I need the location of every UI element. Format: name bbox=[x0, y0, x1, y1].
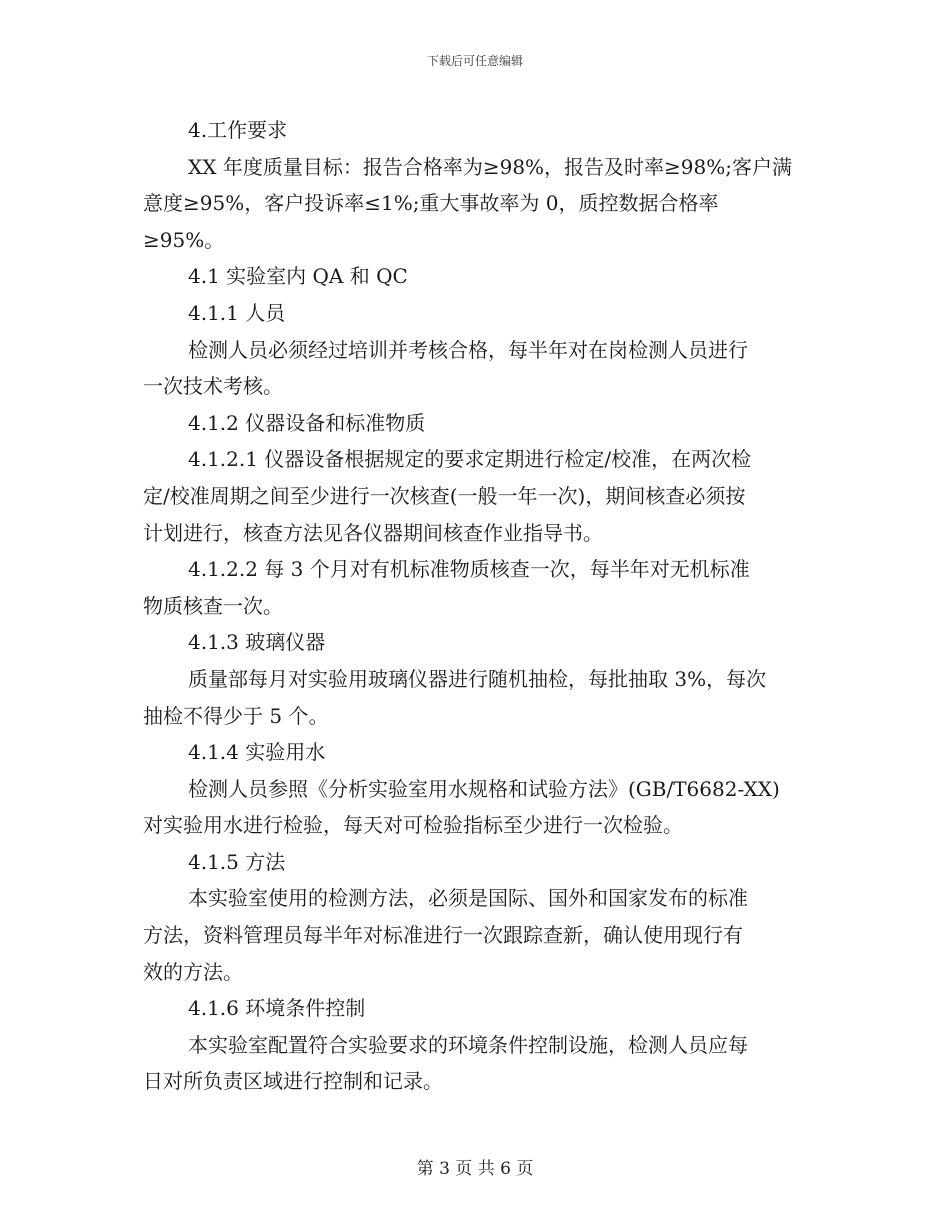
page-header: 下载后可任意编辑 bbox=[426, 54, 523, 68]
text-line: ≥95%。 bbox=[143, 227, 225, 252]
text-line: 本实验室配置符合实验要求的环境条件控制设施，检测人员应每 bbox=[188, 1032, 748, 1057]
text-line: 计划进行，核查方法见各仪器期间核查作业指导书。 bbox=[143, 520, 603, 545]
text-line: 4.1.4 实验用水 bbox=[188, 740, 326, 765]
text-line: 效的方法。 bbox=[143, 959, 243, 984]
text-line: 检测人员必须经过培训并考核合格，每半年对在岗检测人员进行 bbox=[188, 337, 748, 362]
text-line: 日对所负责区域进行控制和记录。 bbox=[143, 1069, 443, 1094]
text-line: 4.1.1 人员 bbox=[188, 300, 286, 325]
page-footer: 第 3 页 共 6 页 bbox=[416, 1159, 534, 1179]
text-line: 方法，资料管理员每半年对标准进行一次跟踪查新，确认使用现行有 bbox=[143, 923, 743, 948]
text-line: 本实验室使用的检测方法，必须是国际、国外和国家发布的标准 bbox=[188, 886, 748, 911]
text-line: XX 年度质量目标：报告合格率为≥98%，报告及时率≥98%;客户满 bbox=[188, 154, 792, 179]
text-line: 抽检不得少于 5 个。 bbox=[143, 703, 329, 728]
text-line: 定/校准周期之间至少进行一次核查(一般一年一次)，期间核查必须按 bbox=[143, 483, 746, 508]
text-line: 检测人员参照《分析实验室用水规格和试验方法》(GB/T6682-XX) bbox=[188, 776, 780, 801]
text-line: 物质核查一次。 bbox=[143, 593, 283, 618]
text-line: 对实验用水进行检验，每天对可检验指标至少进行一次检验。 bbox=[143, 813, 683, 838]
text-line: 质量部每月对实验用玻璃仪器进行随机抽检，每批抽取 3%，每次 bbox=[188, 666, 767, 691]
text-line: 4.1.2.2 每 3 个月对有机标准物质核查一次，每半年对无机标准 bbox=[188, 557, 750, 582]
text-line: 4.1.6 环境条件控制 bbox=[188, 996, 366, 1021]
text-line: 4.1 实验室内 QA 和 QC bbox=[188, 264, 408, 289]
text-line: 一次技术考核。 bbox=[143, 374, 283, 399]
text-line: 4.1.2.1 仪器设备根据规定的要求定期进行检定/校准，在两次检 bbox=[188, 447, 752, 472]
text-line: 意度≥95%，客户投诉率≤1%;重大事故率为 0，质控数据合格率 bbox=[143, 191, 719, 216]
text-line: 4.1.3 玻璃仪器 bbox=[188, 630, 326, 655]
text-line: 4.工作要求 bbox=[188, 118, 288, 142]
document-body bbox=[143, 112, 809, 1100]
text-line: 4.1.2 仪器设备和标准物质 bbox=[188, 410, 426, 435]
text-line: 4.1.5 方法 bbox=[188, 849, 286, 874]
